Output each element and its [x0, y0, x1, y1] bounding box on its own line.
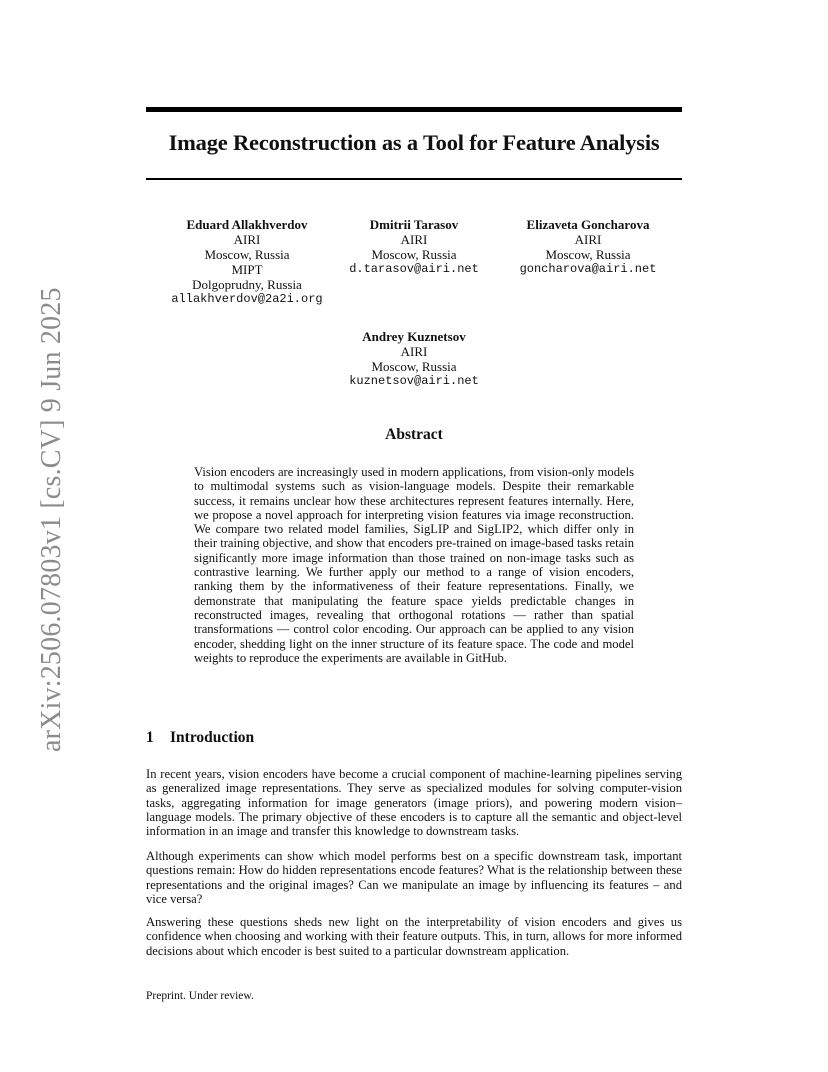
author-affiliation: AIRI [400, 344, 428, 359]
section-heading [146, 729, 254, 747]
author-affiliation: MIPT [231, 262, 263, 277]
title-top-rule [146, 107, 682, 112]
section-number: 1 [146, 729, 154, 746]
author-name: Dmitrii Tarasov [369, 217, 459, 232]
author-block [510, 217, 666, 277]
author-email[interactable]: kuznetsov@airi.net [349, 374, 479, 388]
author-name: Andrey Kuznetsov [362, 329, 466, 344]
author-block [340, 329, 488, 389]
author-location: Dolgoprudny, Russia [192, 277, 302, 292]
author-email[interactable]: d.tarasov@airi.net [349, 262, 479, 276]
author-location: Moscow, Russia [371, 247, 457, 262]
title-bottom-rule [146, 178, 682, 180]
author-affiliation: AIRI [574, 232, 602, 247]
body-paragraph: Although experiments can show which model performs best on a specific downstream task, important questions remain: How do hidden representations encode features? What is the relationship between these representations and the original images? Can we manipulate an image by influencing its features – and vice versa? [146, 849, 682, 906]
author-block [166, 217, 328, 307]
body-paragraph: Answering these questions sheds new light on the interpretability of vision encoders and gives us confidence when choosing and working with their feature outputs. This, in turn, allows for more informed decisions about which encoder is best suited to a particular downstream application. [146, 915, 682, 958]
author-block [344, 217, 484, 277]
author-email[interactable]: goncharova@airi.net [519, 262, 657, 276]
paper-title: Image Reconstruction as a Tool for Feature Analysis [168, 130, 660, 155]
author-name: Eduard Allakhverdov [186, 217, 308, 232]
author-location: Moscow, Russia [204, 247, 290, 262]
arxiv-identifier-stamp: arXiv:2506.07803v1 [cs.CV] 9 Jun 2025 [36, 287, 67, 752]
author-affiliation: AIRI [400, 232, 428, 247]
author-name: Elizaveta Goncharova [526, 217, 650, 232]
author-affiliation: AIRI [233, 232, 261, 247]
abstract-text: Vision encoders are increasingly used in modern applications, from vision-only models to multimodal systems such as vision-language models. Despite their remarkable success, it remains unclear how these architectures represent features internally. Here, we propose a novel approach for interpreting vision features via image reconstruction. We compare two related model families, SigLIP and SigLIP2, which differ only in their training objective, and show that encoders pre-trained on image-based tasks retain significantly more image information than those trained on non-image tasks such as contrastive learning. We further apply our method to a range of vision encoders, ranking them by the informativeness of their feature representations. Finally, we demonstrate that manipulating the feature space yields predictable changes in reconstructed images, revealing that orthogonal rotations — rather than spatial transformations — control color encoding. Our approach can be applied to any vision encoder, shedding light on the inner structure of its feature space. The code and model weights to reproduce the experiments are available in GitHub. [194, 465, 634, 665]
preprint-footer: Preprint. Under review. [146, 990, 254, 1002]
body-paragraph: In recent years, vision encoders have become a crucial component of machine-learning pipelines serving as generalized image representations. They serve as specialized modules for solving computer-vision tasks, aggregating information for image generators (image priors), and powering modern vision–language models. The primary objective of these encoders is to capture all the semantic and object-level information in an image and transfer this knowledge to downstream tasks. [146, 767, 682, 839]
author-location: Moscow, Russia [371, 359, 457, 374]
author-email[interactable]: allakhverdov@2a2i.org [171, 292, 323, 306]
author-location: Moscow, Russia [545, 247, 631, 262]
abstract-heading: Abstract [385, 426, 443, 443]
section-title: Introduction [170, 729, 255, 746]
